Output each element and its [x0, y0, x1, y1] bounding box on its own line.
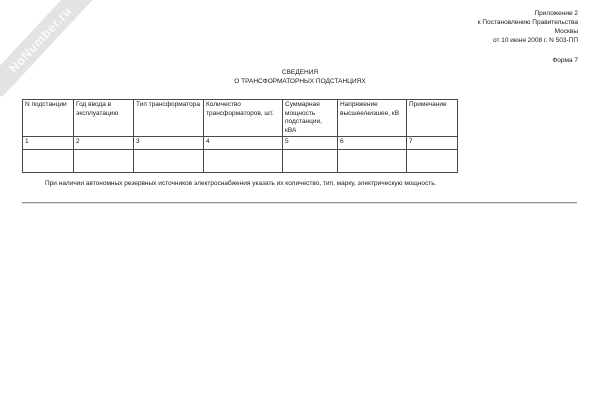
page-title: [0, 68, 600, 86]
empty-cell: [338, 150, 407, 173]
empty-cell: [74, 150, 134, 173]
column-number: 1: [23, 137, 74, 150]
empty-cell: [134, 150, 204, 173]
appendix-line: Приложение 2: [534, 10, 578, 17]
column-header: Год ввода в эксплуатацию: [74, 100, 134, 137]
column-header: Суммарная мощность подстанции, кВА: [283, 100, 338, 137]
appendix-line: Москвы: [554, 28, 578, 35]
empty-cell: [204, 150, 283, 173]
appendix-line: от 10 июня 2008 г. N 503-ПП: [492, 37, 578, 44]
substations-table: [22, 99, 458, 173]
page-title-line1: СВЕДЕНИЯ: [281, 69, 319, 76]
column-number-row: [23, 137, 458, 150]
page-title-line2: О ТРАНСФОРМАТОРНЫХ ПОДСТАНЦИЯХ: [234, 78, 366, 85]
column-header: Количество трансформаторов, шт.: [204, 100, 283, 137]
footnote-text: При наличии автономных резервных источников электроснабжения указать их количество, тип, марку, электрическую мощность.: [45, 180, 437, 187]
column-number: 3: [134, 137, 204, 150]
empty-cell: [283, 150, 338, 173]
column-number: 6: [338, 137, 407, 150]
empty-cell: [407, 150, 458, 173]
watermark-text: NoNumber.ru: [6, 3, 74, 76]
column-header: Напряжение высшее/низшее, кВ: [338, 100, 407, 137]
column-number: 2: [74, 137, 134, 150]
table-header-row: [23, 100, 458, 137]
form-number-label: Форма 7: [552, 57, 578, 64]
column-number: 4: [204, 137, 283, 150]
empty-entry-row: [23, 150, 458, 173]
appendix-reference-block: [478, 9, 578, 45]
appendix-line: к Постановлению Правительства: [477, 19, 578, 26]
column-header: Примечание: [407, 100, 458, 137]
empty-cell: [23, 150, 74, 173]
horizontal-divider: [22, 202, 577, 204]
column-number: 5: [283, 137, 338, 150]
column-header: N подстанции: [23, 100, 74, 137]
column-number: 7: [407, 137, 458, 150]
column-header: Тип трансформатора: [134, 100, 204, 137]
